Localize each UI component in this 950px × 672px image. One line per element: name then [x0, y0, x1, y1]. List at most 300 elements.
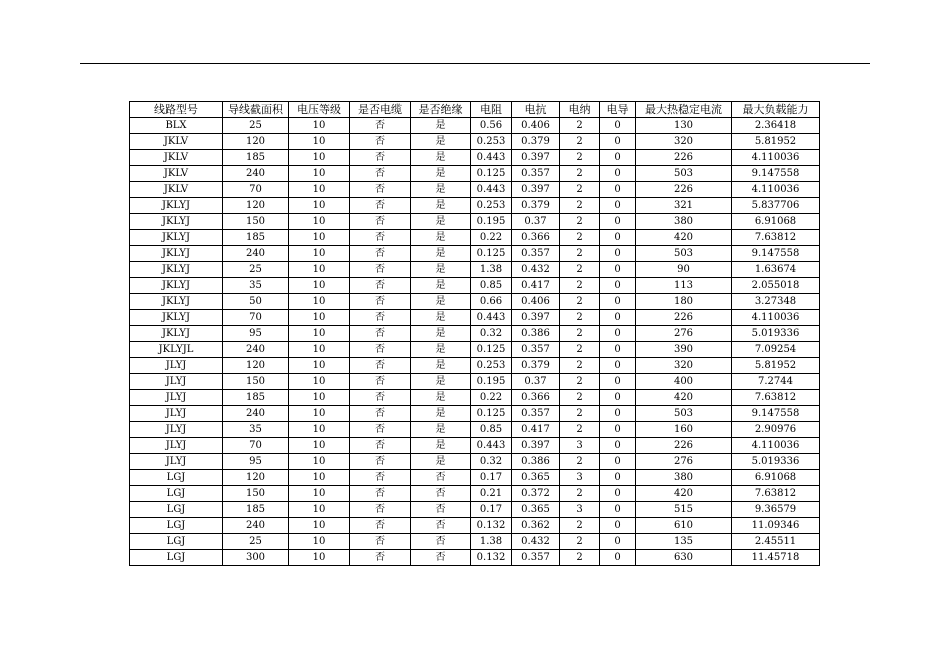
- cell-col-is-cable: 否: [350, 134, 411, 150]
- cell-col-max-load-capacity: 7.2744: [732, 374, 820, 390]
- cell-col-reactance: 0.386: [512, 326, 560, 342]
- cell-col-resistance: 0.253: [471, 134, 512, 150]
- cell-col-max-thermal-current: 276: [636, 454, 732, 470]
- cell-col-conductance: 0: [600, 310, 636, 326]
- cell-col-susceptance: 2: [560, 294, 600, 310]
- cell-col-is-cable: 否: [350, 262, 411, 278]
- cell-col-susceptance: 3: [560, 470, 600, 486]
- cell-col-max-load-capacity: 11.09346: [732, 518, 820, 534]
- cell-col-susceptance: 2: [560, 150, 600, 166]
- cell-col-cross-section: 185: [223, 150, 289, 166]
- cell-col-max-thermal-current: 130: [636, 118, 732, 134]
- cell-col-is-insulated: 否: [411, 502, 471, 518]
- cell-col-is-cable: 否: [350, 294, 411, 310]
- cell-col-cross-section: 240: [223, 342, 289, 358]
- cell-col-resistance: 0.21: [471, 486, 512, 502]
- cell-col-resistance: 0.22: [471, 390, 512, 406]
- cell-col-reactance: 0.372: [512, 486, 560, 502]
- cell-col-voltage-level: 10: [289, 310, 350, 326]
- cell-col-cross-section: 50: [223, 294, 289, 310]
- cell-col-is-cable: 否: [350, 390, 411, 406]
- cell-col-max-thermal-current: 380: [636, 214, 732, 230]
- cell-col-is-insulated: 是: [411, 134, 471, 150]
- cell-col-max-thermal-current: 226: [636, 438, 732, 454]
- cell-col-reactance: 0.366: [512, 390, 560, 406]
- cell-col-is-cable: 否: [350, 326, 411, 342]
- cell-col-max-thermal-current: 420: [636, 230, 732, 246]
- cell-col-is-cable: 否: [350, 486, 411, 502]
- cell-col-max-load-capacity: 7.09254: [732, 342, 820, 358]
- cell-col-cross-section: 70: [223, 310, 289, 326]
- cell-col-reactance: 0.379: [512, 358, 560, 374]
- cell-col-max-thermal-current: 320: [636, 134, 732, 150]
- cell-col-is-cable: 否: [350, 518, 411, 534]
- cell-col-susceptance: 2: [560, 134, 600, 150]
- cell-col-cross-section: 120: [223, 470, 289, 486]
- cell-col-reactance: 0.397: [512, 310, 560, 326]
- cell-col-line-model: JKLV: [130, 134, 223, 150]
- header-col-reactance: 电抗: [512, 102, 560, 118]
- cell-col-line-model: JLYJ: [130, 454, 223, 470]
- cell-col-resistance: 0.253: [471, 358, 512, 374]
- cell-col-max-thermal-current: 160: [636, 422, 732, 438]
- cell-col-reactance: 0.417: [512, 278, 560, 294]
- cell-col-line-model: JKLYJ: [130, 310, 223, 326]
- cell-col-max-thermal-current: 400: [636, 374, 732, 390]
- cell-col-conductance: 0: [600, 374, 636, 390]
- cell-col-line-model: JLYJ: [130, 390, 223, 406]
- cell-col-max-load-capacity: 4.110036: [732, 182, 820, 198]
- cell-col-reactance: 0.397: [512, 150, 560, 166]
- cell-col-conductance: 0: [600, 246, 636, 262]
- table-row: [130, 550, 820, 566]
- cell-col-is-cable: 否: [350, 422, 411, 438]
- cell-col-susceptance: 2: [560, 182, 600, 198]
- header-col-conductance: 电导: [600, 102, 636, 118]
- cell-col-susceptance: 2: [560, 326, 600, 342]
- cell-col-resistance: 0.17: [471, 470, 512, 486]
- cell-col-is-cable: 否: [350, 230, 411, 246]
- table-row: [130, 246, 820, 262]
- cell-col-reactance: 0.432: [512, 262, 560, 278]
- cell-col-is-insulated: 是: [411, 198, 471, 214]
- cell-col-susceptance: 2: [560, 518, 600, 534]
- cell-col-is-insulated: 否: [411, 470, 471, 486]
- line-parameter-table: [129, 101, 820, 566]
- cell-col-max-load-capacity: 11.45718: [732, 550, 820, 566]
- cell-col-max-load-capacity: 6.91068: [732, 214, 820, 230]
- header-col-is-cable: 是否电缆: [350, 102, 411, 118]
- cell-col-max-load-capacity: 6.91068: [732, 470, 820, 486]
- cell-col-conductance: 0: [600, 406, 636, 422]
- cell-col-resistance: 0.253: [471, 198, 512, 214]
- cell-col-max-load-capacity: 9.147558: [732, 406, 820, 422]
- cell-col-line-model: JKLYJ: [130, 294, 223, 310]
- cell-col-line-model: LGJ: [130, 486, 223, 502]
- cell-col-reactance: 0.365: [512, 470, 560, 486]
- header-rule: [80, 63, 870, 64]
- cell-col-voltage-level: 10: [289, 294, 350, 310]
- cell-col-max-load-capacity: 1.63674: [732, 262, 820, 278]
- cell-col-max-load-capacity: 7.63812: [732, 390, 820, 406]
- table-row: [130, 230, 820, 246]
- cell-col-cross-section: 35: [223, 422, 289, 438]
- cell-col-max-thermal-current: 610: [636, 518, 732, 534]
- table-row: [130, 342, 820, 358]
- cell-col-max-load-capacity: 7.63812: [732, 486, 820, 502]
- table-row: [130, 294, 820, 310]
- cell-col-conductance: 0: [600, 422, 636, 438]
- cell-col-resistance: 0.195: [471, 214, 512, 230]
- cell-col-is-cable: 否: [350, 182, 411, 198]
- cell-col-is-cable: 否: [350, 406, 411, 422]
- cell-col-max-load-capacity: 2.055018: [732, 278, 820, 294]
- cell-col-is-insulated: 是: [411, 182, 471, 198]
- cell-col-reactance: 0.357: [512, 406, 560, 422]
- cell-col-line-model: JLYJ: [130, 422, 223, 438]
- table-row: [130, 182, 820, 198]
- table-row: [130, 198, 820, 214]
- cell-col-susceptance: 2: [560, 278, 600, 294]
- cell-col-conductance: 0: [600, 502, 636, 518]
- cell-col-susceptance: 2: [560, 374, 600, 390]
- cell-col-is-insulated: 是: [411, 246, 471, 262]
- cell-col-resistance: 0.17: [471, 502, 512, 518]
- cell-col-susceptance: 2: [560, 214, 600, 230]
- cell-col-max-thermal-current: 515: [636, 502, 732, 518]
- cell-col-resistance: 0.443: [471, 182, 512, 198]
- cell-col-reactance: 0.432: [512, 534, 560, 550]
- cell-col-is-insulated: 否: [411, 534, 471, 550]
- cell-col-is-cable: 否: [350, 550, 411, 566]
- cell-col-voltage-level: 10: [289, 230, 350, 246]
- cell-col-susceptance: 2: [560, 390, 600, 406]
- cell-col-resistance: 0.32: [471, 454, 512, 470]
- cell-col-voltage-level: 10: [289, 278, 350, 294]
- cell-col-cross-section: 70: [223, 182, 289, 198]
- cell-col-cross-section: 95: [223, 454, 289, 470]
- cell-col-max-load-capacity: 5.019336: [732, 326, 820, 342]
- cell-col-conductance: 0: [600, 118, 636, 134]
- cell-col-max-load-capacity: 5.81952: [732, 134, 820, 150]
- cell-col-max-thermal-current: 503: [636, 406, 732, 422]
- cell-col-cross-section: 240: [223, 246, 289, 262]
- cell-col-voltage-level: 10: [289, 262, 350, 278]
- header-col-is-insulated: 是否绝缘: [411, 102, 471, 118]
- cell-col-resistance: 1.38: [471, 534, 512, 550]
- cell-col-is-insulated: 是: [411, 326, 471, 342]
- cell-col-resistance: 0.22: [471, 230, 512, 246]
- cell-col-is-cable: 否: [350, 534, 411, 550]
- header-col-max-thermal-current: 最大热稳定电流: [636, 102, 732, 118]
- cell-col-conductance: 0: [600, 438, 636, 454]
- cell-col-cross-section: 120: [223, 358, 289, 374]
- cell-col-voltage-level: 10: [289, 198, 350, 214]
- cell-col-reactance: 0.357: [512, 550, 560, 566]
- cell-col-resistance: 0.195: [471, 374, 512, 390]
- header-col-susceptance: 电纳: [560, 102, 600, 118]
- cell-col-is-insulated: 是: [411, 422, 471, 438]
- cell-col-is-insulated: 是: [411, 278, 471, 294]
- cell-col-voltage-level: 10: [289, 134, 350, 150]
- cell-col-conductance: 0: [600, 454, 636, 470]
- cell-col-line-model: JKLV: [130, 182, 223, 198]
- table-row: [130, 406, 820, 422]
- table-row: [130, 358, 820, 374]
- cell-col-line-model: JKLYJ: [130, 198, 223, 214]
- cell-col-voltage-level: 10: [289, 374, 350, 390]
- cell-col-max-thermal-current: 113: [636, 278, 732, 294]
- table-row: [130, 438, 820, 454]
- cell-col-susceptance: 2: [560, 486, 600, 502]
- cell-col-line-model: JLYJ: [130, 406, 223, 422]
- cell-col-voltage-level: 10: [289, 150, 350, 166]
- cell-col-voltage-level: 10: [289, 470, 350, 486]
- cell-col-voltage-level: 10: [289, 406, 350, 422]
- table-row: [130, 310, 820, 326]
- cell-col-resistance: 0.443: [471, 310, 512, 326]
- cell-col-max-load-capacity: 5.837706: [732, 198, 820, 214]
- cell-col-is-insulated: 是: [411, 342, 471, 358]
- cell-col-resistance: 1.38: [471, 262, 512, 278]
- cell-col-is-insulated: 是: [411, 310, 471, 326]
- cell-col-resistance: 0.85: [471, 422, 512, 438]
- cell-col-conductance: 0: [600, 550, 636, 566]
- cell-col-resistance: 0.125: [471, 166, 512, 182]
- cell-col-max-thermal-current: 226: [636, 310, 732, 326]
- table-body: [130, 118, 820, 566]
- cell-col-line-model: JKLYJ: [130, 262, 223, 278]
- cell-col-is-cable: 否: [350, 118, 411, 134]
- cell-col-line-model: JLYJ: [130, 358, 223, 374]
- cell-col-cross-section: 25: [223, 262, 289, 278]
- cell-col-resistance: 0.443: [471, 150, 512, 166]
- cell-col-resistance: 0.443: [471, 438, 512, 454]
- cell-col-is-insulated: 否: [411, 486, 471, 502]
- cell-col-line-model: LGJ: [130, 550, 223, 566]
- header-col-resistance: 电阻: [471, 102, 512, 118]
- cell-col-voltage-level: 10: [289, 166, 350, 182]
- cell-col-voltage-level: 10: [289, 422, 350, 438]
- cell-col-max-thermal-current: 180: [636, 294, 732, 310]
- cell-col-max-thermal-current: 503: [636, 166, 732, 182]
- cell-col-cross-section: 150: [223, 374, 289, 390]
- header-row: [130, 102, 820, 118]
- cell-col-line-model: JKLYJ: [130, 246, 223, 262]
- cell-col-reactance: 0.357: [512, 246, 560, 262]
- table-row: [130, 374, 820, 390]
- cell-col-is-cable: 否: [350, 310, 411, 326]
- cell-col-conductance: 0: [600, 358, 636, 374]
- cell-col-is-cable: 否: [350, 214, 411, 230]
- cell-col-reactance: 0.37: [512, 374, 560, 390]
- cell-col-is-insulated: 是: [411, 166, 471, 182]
- cell-col-voltage-level: 10: [289, 342, 350, 358]
- cell-col-max-load-capacity: 3.27348: [732, 294, 820, 310]
- cell-col-reactance: 0.365: [512, 502, 560, 518]
- cell-col-voltage-level: 10: [289, 182, 350, 198]
- cell-col-max-thermal-current: 390: [636, 342, 732, 358]
- cell-col-voltage-level: 10: [289, 534, 350, 550]
- cell-col-line-model: LGJ: [130, 534, 223, 550]
- table-row: [130, 486, 820, 502]
- cell-col-voltage-level: 10: [289, 214, 350, 230]
- cell-col-is-cable: 否: [350, 438, 411, 454]
- cell-col-line-model: JKLYJL: [130, 342, 223, 358]
- cell-col-reactance: 0.417: [512, 422, 560, 438]
- cell-col-is-cable: 否: [350, 470, 411, 486]
- cell-col-conductance: 0: [600, 390, 636, 406]
- cell-col-is-insulated: 是: [411, 262, 471, 278]
- cell-col-max-thermal-current: 276: [636, 326, 732, 342]
- cell-col-voltage-level: 10: [289, 518, 350, 534]
- cell-col-susceptance: 2: [560, 118, 600, 134]
- cell-col-reactance: 0.406: [512, 294, 560, 310]
- cell-col-is-insulated: 是: [411, 294, 471, 310]
- cell-col-susceptance: 2: [560, 550, 600, 566]
- cell-col-line-model: LGJ: [130, 518, 223, 534]
- cell-col-susceptance: 2: [560, 246, 600, 262]
- cell-col-is-insulated: 是: [411, 454, 471, 470]
- cell-col-reactance: 0.362: [512, 518, 560, 534]
- cell-col-voltage-level: 10: [289, 358, 350, 374]
- cell-col-max-load-capacity: 2.90976: [732, 422, 820, 438]
- cell-col-susceptance: 2: [560, 198, 600, 214]
- cell-col-max-load-capacity: 4.110036: [732, 438, 820, 454]
- cell-col-reactance: 0.37: [512, 214, 560, 230]
- cell-col-cross-section: 70: [223, 438, 289, 454]
- cell-col-conductance: 0: [600, 150, 636, 166]
- cell-col-is-cable: 否: [350, 502, 411, 518]
- cell-col-cross-section: 25: [223, 534, 289, 550]
- cell-col-is-cable: 否: [350, 374, 411, 390]
- cell-col-max-load-capacity: 5.019336: [732, 454, 820, 470]
- table-row: [130, 134, 820, 150]
- cell-col-voltage-level: 10: [289, 118, 350, 134]
- cell-col-max-thermal-current: 226: [636, 182, 732, 198]
- header-col-line-model: 线路型号: [130, 102, 223, 118]
- cell-col-reactance: 0.386: [512, 454, 560, 470]
- cell-col-cross-section: 150: [223, 214, 289, 230]
- cell-col-cross-section: 120: [223, 134, 289, 150]
- cell-col-cross-section: 185: [223, 390, 289, 406]
- cell-col-susceptance: 3: [560, 438, 600, 454]
- cell-col-resistance: 0.125: [471, 406, 512, 422]
- cell-col-max-thermal-current: 420: [636, 486, 732, 502]
- cell-col-is-insulated: 是: [411, 390, 471, 406]
- cell-col-voltage-level: 10: [289, 390, 350, 406]
- header-col-max-load-capacity: 最大负载能力: [732, 102, 820, 118]
- cell-col-is-cable: 否: [350, 454, 411, 470]
- cell-col-line-model: JLYJ: [130, 438, 223, 454]
- cell-col-conductance: 0: [600, 326, 636, 342]
- cell-col-is-insulated: 是: [411, 406, 471, 422]
- cell-col-reactance: 0.379: [512, 198, 560, 214]
- cell-col-conductance: 0: [600, 134, 636, 150]
- cell-col-is-insulated: 是: [411, 214, 471, 230]
- table-row: [130, 262, 820, 278]
- cell-col-susceptance: 2: [560, 310, 600, 326]
- cell-col-reactance: 0.397: [512, 438, 560, 454]
- cell-col-max-load-capacity: 2.45511: [732, 534, 820, 550]
- cell-col-resistance: 0.132: [471, 550, 512, 566]
- cell-col-susceptance: 2: [560, 454, 600, 470]
- cell-col-conductance: 0: [600, 166, 636, 182]
- cell-col-is-insulated: 是: [411, 230, 471, 246]
- cell-col-cross-section: 240: [223, 166, 289, 182]
- table-header: [130, 102, 820, 118]
- cell-col-is-insulated: 否: [411, 518, 471, 534]
- cell-col-susceptance: 2: [560, 342, 600, 358]
- cell-col-cross-section: 300: [223, 550, 289, 566]
- cell-col-cross-section: 185: [223, 230, 289, 246]
- cell-col-cross-section: 120: [223, 198, 289, 214]
- cell-col-line-model: JKLV: [130, 166, 223, 182]
- cell-col-is-cable: 否: [350, 150, 411, 166]
- table-row: [130, 518, 820, 534]
- cell-col-voltage-level: 10: [289, 486, 350, 502]
- cell-col-cross-section: 25: [223, 118, 289, 134]
- cell-col-susceptance: 2: [560, 262, 600, 278]
- cell-col-susceptance: 2: [560, 166, 600, 182]
- cell-col-is-insulated: 是: [411, 150, 471, 166]
- cell-col-line-model: JKLV: [130, 150, 223, 166]
- cell-col-is-insulated: 是: [411, 118, 471, 134]
- cell-col-max-thermal-current: 320: [636, 358, 732, 374]
- cell-col-cross-section: 150: [223, 486, 289, 502]
- cell-col-voltage-level: 10: [289, 502, 350, 518]
- cell-col-conductance: 0: [600, 518, 636, 534]
- table-row: [130, 150, 820, 166]
- cell-col-max-thermal-current: 226: [636, 150, 732, 166]
- cell-col-line-model: LGJ: [130, 470, 223, 486]
- cell-col-max-load-capacity: 4.110036: [732, 310, 820, 326]
- cell-col-is-insulated: 否: [411, 550, 471, 566]
- cell-col-conductance: 0: [600, 294, 636, 310]
- cell-col-conductance: 0: [600, 278, 636, 294]
- cell-col-susceptance: 2: [560, 534, 600, 550]
- cell-col-voltage-level: 10: [289, 550, 350, 566]
- cell-col-max-load-capacity: 9.147558: [732, 166, 820, 182]
- cell-col-is-cable: 否: [350, 358, 411, 374]
- cell-col-susceptance: 3: [560, 502, 600, 518]
- cell-col-max-thermal-current: 321: [636, 198, 732, 214]
- cell-col-line-model: JLYJ: [130, 374, 223, 390]
- cell-col-max-load-capacity: 9.147558: [732, 246, 820, 262]
- table-row: [130, 118, 820, 134]
- cell-col-cross-section: 35: [223, 278, 289, 294]
- cell-col-max-thermal-current: 135: [636, 534, 732, 550]
- cell-col-is-cable: 否: [350, 342, 411, 358]
- cell-col-voltage-level: 10: [289, 326, 350, 342]
- cell-col-conductance: 0: [600, 230, 636, 246]
- cell-col-line-model: JKLYJ: [130, 230, 223, 246]
- cell-col-susceptance: 2: [560, 406, 600, 422]
- cell-col-cross-section: 185: [223, 502, 289, 518]
- cell-col-max-load-capacity: 7.63812: [732, 230, 820, 246]
- cell-col-max-load-capacity: 9.36579: [732, 502, 820, 518]
- cell-col-resistance: 0.132: [471, 518, 512, 534]
- cell-col-max-load-capacity: 4.110036: [732, 150, 820, 166]
- header-col-cross-section: 导线截面积: [223, 102, 289, 118]
- cell-col-is-cable: 否: [350, 278, 411, 294]
- table-row: [130, 390, 820, 406]
- table-row: [130, 470, 820, 486]
- cell-col-conductance: 0: [600, 534, 636, 550]
- cell-col-reactance: 0.357: [512, 166, 560, 182]
- cell-col-is-insulated: 是: [411, 438, 471, 454]
- table-row: [130, 214, 820, 230]
